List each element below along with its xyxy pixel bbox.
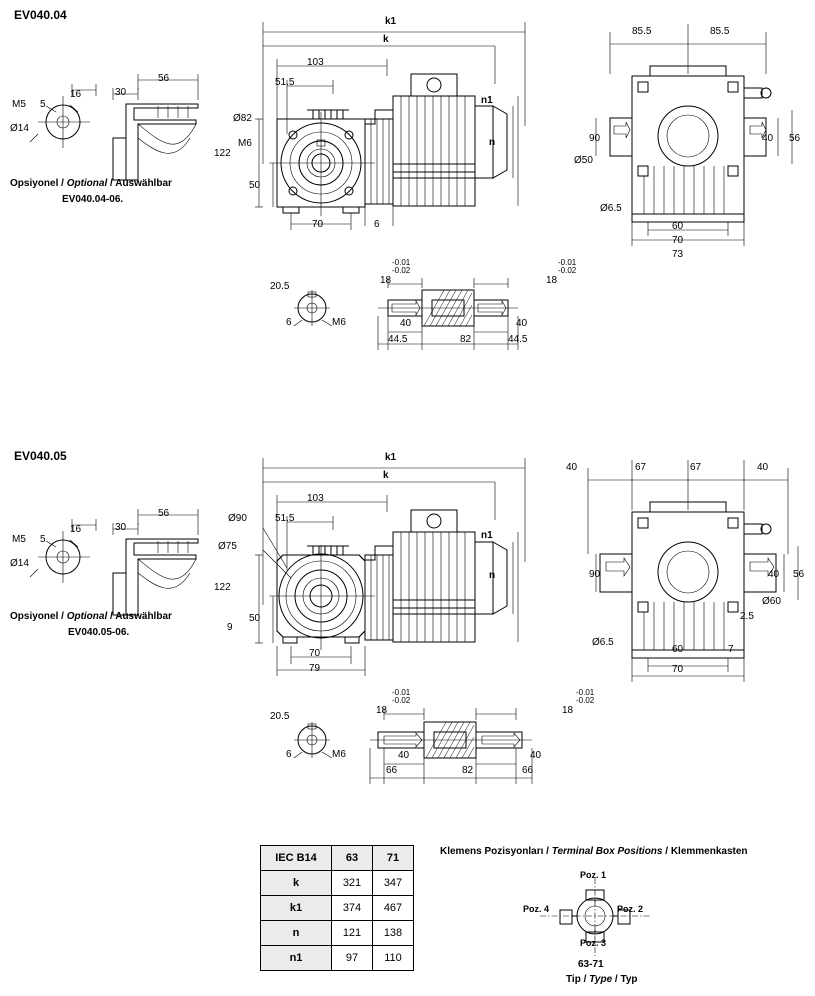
dim-60-ev040-05: 60 — [672, 644, 684, 655]
optional-model-ev040-04: EV040.04-06. — [62, 194, 124, 205]
dim-6-ev040-04: 6 — [374, 219, 380, 230]
dim-44-5-a-ev040-04: 44.5 — [388, 334, 408, 345]
cell-n-71: 138 — [373, 921, 414, 946]
terminal-caption-tr: Klemens Pozisyonları / — [440, 846, 549, 857]
dim-30-ev040-04: 30 — [115, 87, 127, 98]
optional-note-en-2: Optional — [66, 611, 108, 622]
dim-n1-ev040-04: n1 — [481, 95, 493, 106]
dim-n1-ev040-05: n1 — [481, 530, 493, 541]
dim-40-a-ev040-04: 40 — [400, 318, 412, 329]
tol-lower-a-ev040-05: -0.02 — [392, 696, 411, 705]
dim-6-shaft-ev040-04: 6 — [286, 317, 292, 328]
table-header-row — [261, 846, 414, 871]
dim-44-5-b-ev040-04: 44.5 — [508, 334, 528, 345]
dim-m5-ev040-05: M5 — [12, 534, 26, 545]
dim-70-ev040-04: 70 — [312, 219, 324, 230]
table-row — [261, 946, 414, 971]
dim-79-ev040-05: 79 — [309, 663, 321, 674]
cell-n1-63: 97 — [332, 946, 373, 971]
front-view-ev040-05 — [225, 450, 545, 680]
tol-lower-b-ev040-05: -0.02 — [576, 696, 595, 705]
dim-122-ev040-05: 122 — [214, 582, 231, 593]
dim-d60-ev040-05: Ø60 — [762, 596, 781, 607]
dim-18-a-ev040-04: 18 — [380, 275, 392, 286]
footer-en: Type — [589, 974, 613, 985]
dim-56-ev040-05-side: 56 — [793, 569, 805, 580]
cell-n-63: 121 — [332, 921, 373, 946]
table-row — [261, 896, 414, 921]
table-header-63: 63 — [332, 846, 373, 871]
dim-16-ev040-05: 16 — [70, 524, 82, 535]
optional-note-de-2: / Auswählbar — [110, 611, 172, 622]
spec-table — [260, 845, 414, 971]
dim-m5-ev040-04: M5 — [12, 99, 26, 110]
row-label-n: n — [261, 921, 332, 946]
tol-upper-a-ev040-04: -0.01 — [392, 258, 411, 267]
optional-note-tr: Opsiyonel / — [10, 178, 64, 189]
dim-7-ev040-05: 7 — [728, 644, 734, 655]
dim-56-ev040-05: 56 — [158, 508, 170, 519]
table-row — [261, 921, 414, 946]
dim-40-a-ev040-05: 40 — [398, 750, 410, 761]
terminal-caption-de: / Klemmenkasten — [665, 846, 748, 857]
dim-82-ev040-04: 82 — [460, 334, 472, 345]
dim-66-b-ev040-05: 66 — [522, 765, 534, 776]
dim-56-ev040-04: 56 — [158, 73, 170, 84]
dim-51-5-ev040-04: 51.5 — [275, 77, 295, 88]
row-label-k1: k1 — [261, 896, 332, 921]
dim-40-right-ev040-05: 40 — [768, 569, 780, 580]
optional-note-tr-2: Opsiyonel / — [10, 611, 64, 622]
dim-67-b-ev040-05: 67 — [690, 462, 702, 473]
dim-51-5-ev040-05: 51.5 — [275, 513, 295, 524]
dim-18-b-ev040-05: 18 — [562, 705, 574, 716]
dim-k1-ev040-05: k1 — [385, 452, 397, 463]
dim-90-ev040-04: 90 — [589, 133, 601, 144]
dim-m6-shaft-ev040-04: M6 — [332, 317, 346, 328]
dim-20-5-ev040-05: 20.5 — [270, 711, 290, 722]
dim-d14-ev040-04: Ø14 — [10, 123, 29, 134]
terminal-pos-2: Poz. 2 — [617, 904, 644, 914]
dim-18-a-ev040-05: 18 — [376, 705, 388, 716]
terminal-pos-3: Poz. 3 — [580, 938, 607, 948]
footer-tr: Tip / — [566, 974, 587, 985]
dim-k1-ev040-04: k1 — [385, 16, 397, 27]
tol-upper-b-ev040-05: -0.01 — [576, 688, 595, 697]
dim-n-ev040-05: n — [489, 570, 496, 581]
optional-model-ev040-05: EV040.05-06. — [68, 627, 130, 638]
dim-50-ev040-05: 50 — [249, 613, 261, 624]
dim-66-a-ev040-05: 66 — [386, 765, 398, 776]
dim-85-5-b-ev040-04: 85.5 — [710, 26, 730, 37]
dim-40-b-ev040-05: 40 — [530, 750, 542, 761]
section-title-ev040-05: EV040.05 — [14, 449, 67, 463]
table-header-71: 71 — [373, 846, 414, 871]
front-view-ev040-04 — [225, 14, 545, 239]
shaft-view-ev040-04 — [270, 270, 560, 360]
dim-k-ev040-04: k — [383, 34, 389, 45]
dim-d50-ev040-04: Ø50 — [574, 155, 593, 166]
dim-67-a-ev040-05: 67 — [635, 462, 647, 473]
dim-56-ev040-04-side: 56 — [789, 133, 801, 144]
tol-lower-b-ev040-04: -0.02 — [558, 266, 577, 275]
dim-9-ev040-05: 9 — [227, 622, 233, 633]
row-label-k: k — [261, 871, 332, 896]
dim-70-ev040-04-side: 70 — [672, 235, 684, 246]
dim-2-5-ev040-05: 2.5 — [740, 611, 754, 622]
terminal-box-caption — [440, 846, 748, 857]
cell-n1-71: 110 — [373, 946, 414, 971]
cell-k1-63: 374 — [332, 896, 373, 921]
optional-note-ev040-04 — [10, 178, 172, 189]
optional-note-en: Optional — [66, 178, 108, 189]
dim-60-ev040-04: 60 — [672, 221, 684, 232]
terminal-box-diagram — [520, 868, 670, 963]
dim-40-ev040-04: 40 — [762, 133, 774, 144]
dim-40-b-ev040-05: 40 — [757, 462, 769, 473]
dim-122-ev040-04: 122 — [214, 148, 231, 159]
dim-40-b-ev040-04: 40 — [516, 318, 528, 329]
dim-5-ev040-05: 5 — [40, 534, 46, 545]
tol-upper-b-ev040-04: -0.01 — [558, 258, 577, 267]
dim-18-b-ev040-04: 18 — [546, 275, 558, 286]
dim-30-ev040-05: 30 — [115, 522, 127, 533]
terminal-pos-4: Poz. 4 — [523, 904, 550, 914]
dim-40-a-ev040-05: 40 — [566, 462, 578, 473]
dim-n-ev040-04: n — [489, 137, 496, 148]
dim-d6-5-ev040-04: Ø6.5 — [600, 203, 622, 214]
dim-103-ev040-04: 103 — [307, 57, 324, 68]
dim-85-5-a-ev040-04: 85.5 — [632, 26, 652, 37]
table-row — [261, 871, 414, 896]
dim-d82-ev040-04: Ø82 — [233, 113, 252, 124]
dim-70-ev040-05: 70 — [309, 648, 321, 659]
dim-k-ev040-05: k — [383, 470, 389, 481]
dim-16-ev040-04: 16 — [70, 89, 82, 100]
optional-note-de: / Auswählbar — [110, 178, 172, 189]
tol-lower-a-ev040-04: -0.02 — [392, 266, 411, 275]
dim-m6-ev040-04: M6 — [238, 138, 252, 149]
row-label-n1: n1 — [261, 946, 332, 971]
cell-k-63: 321 — [332, 871, 373, 896]
terminal-footer-type — [566, 974, 638, 985]
dim-103-ev040-05: 103 — [307, 493, 324, 504]
dim-6-shaft-ev040-05: 6 — [286, 749, 292, 760]
dim-d75-ev040-05: Ø75 — [218, 541, 237, 552]
optional-note-ev040-05 — [10, 611, 172, 622]
terminal-pos-1: Poz. 1 — [580, 870, 607, 880]
dim-70-ev040-05-side: 70 — [672, 664, 684, 675]
table-header-iec: IEC B14 — [261, 846, 332, 871]
terminal-caption-en: Terminal Box Positions — [551, 846, 663, 857]
dim-82-ev040-05: 82 — [462, 765, 474, 776]
dim-50-ev040-04: 50 — [249, 180, 261, 191]
terminal-footer-model: 63-71 — [578, 959, 604, 970]
dim-d6-5-ev040-05: Ø6.5 — [592, 637, 614, 648]
dim-d90-ev040-05: Ø90 — [228, 513, 247, 524]
cell-k1-71: 467 — [373, 896, 414, 921]
dim-20-5-ev040-04: 20.5 — [270, 281, 290, 292]
footer-de: / Typ — [614, 974, 638, 985]
tol-upper-a-ev040-05: -0.01 — [392, 688, 411, 697]
shaft-view-ev040-05 — [270, 700, 570, 795]
dim-m6-shaft-ev040-05: M6 — [332, 749, 346, 760]
side-view-ev040-05 — [570, 450, 810, 685]
spec-table-element — [260, 845, 414, 971]
dim-5-ev040-04: 5 — [40, 99, 46, 110]
section-title-ev040-04: EV040.04 — [14, 8, 67, 22]
dim-d14-ev040-05: Ø14 — [10, 558, 29, 569]
dim-90-ev040-05: 90 — [589, 569, 601, 580]
cell-k-71: 347 — [373, 871, 414, 896]
dim-73-ev040-04: 73 — [672, 249, 684, 260]
